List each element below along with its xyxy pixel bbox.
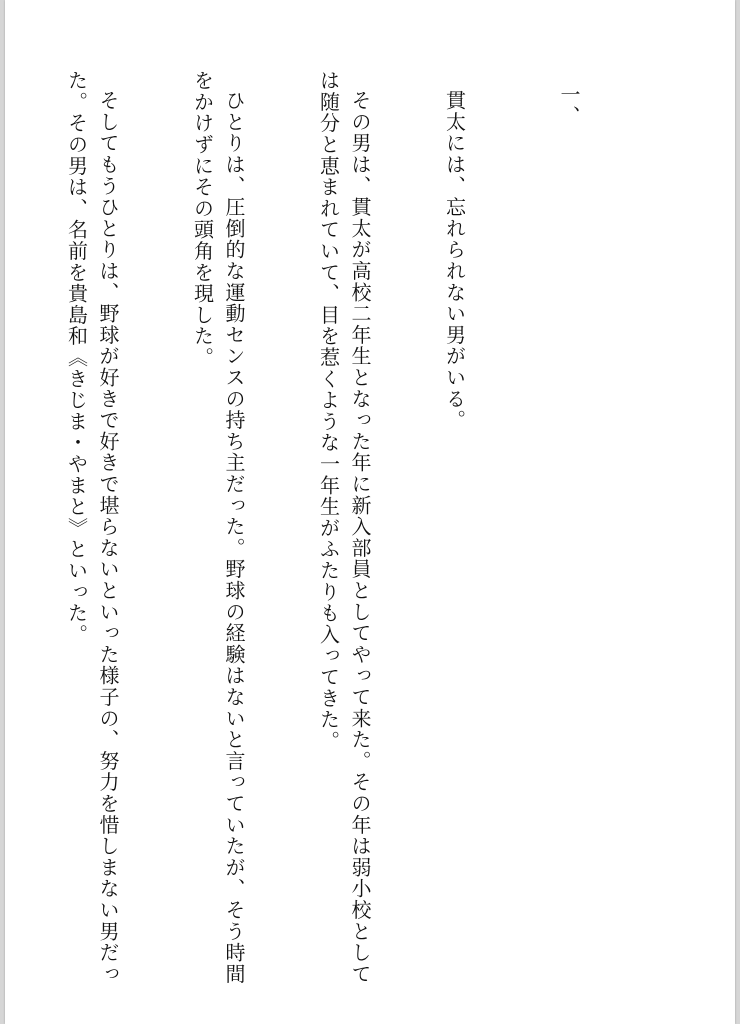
paragraph: 貫太には、忘れられない男がいる。 [442, 90, 467, 431]
paragraph: そしてもうひとりは、野球が好きで好きで堪らないといった様子の、努力を惜しまない男だった。その男は、名前を貴島和《きじま・やまと》といった。 [64, 70, 120, 985]
vertical-text-block [5, 70, 647, 990]
paragraph: その男は、貫太が高校二年生となった年に新入部員としてやって来た。その年は弱小校としては随分と恵まれていて、目を惹くような一年生がふたりも入ってきた。 [316, 70, 372, 985]
book-page [5, 0, 735, 1024]
paragraph: ひとりは、圧倒的な運動センスの持ち主だった。野球の経験はないと言っていたが、そう時間をかけずにその頭角を現した。 [190, 70, 246, 985]
chapter-title: 一、 [557, 84, 581, 127]
